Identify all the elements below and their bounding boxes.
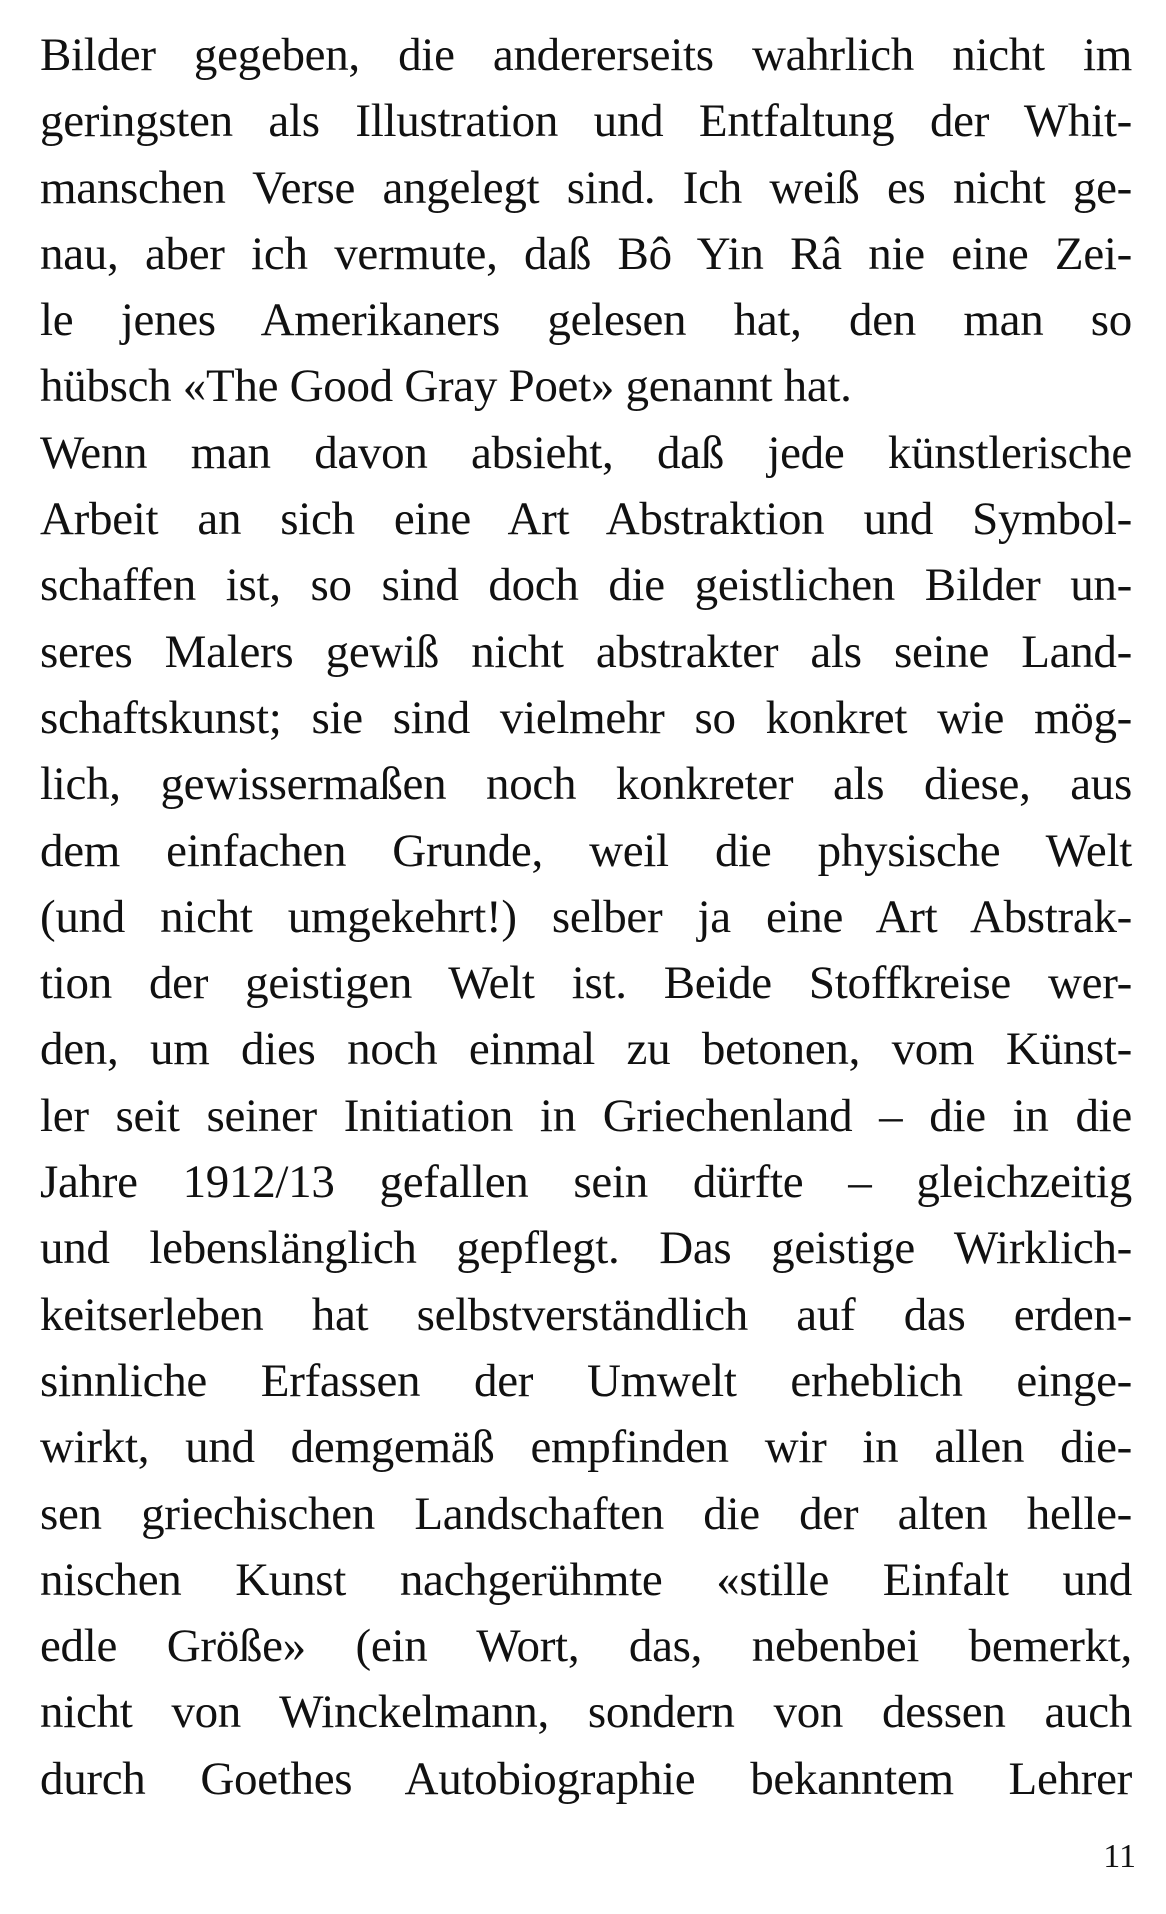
text-line: Jahre 1912/13 gefallen sein dürfte – gleichzeitig	[40, 1156, 1132, 1209]
text-line: (und nicht umgekehrt!) selber ja eine Art Abstrak-	[40, 890, 1132, 943]
text-line: le jenes Amerikaners gelesen hat, den man so	[40, 294, 1132, 347]
text-line: keitserleben hat selbstverständlich auf das erden-	[40, 1288, 1132, 1341]
text-line: sen griechischen Landschaften die der alten helle-	[40, 1487, 1132, 1540]
text-line: hübsch «The Good Gray Poet» genannt hat.	[40, 360, 852, 413]
text-line: edle Größe» (ein Wort, das, nebenbei bemerkt,	[40, 1620, 1132, 1673]
text-line: nau, aber ich vermute, daß Bô Yin Râ nie eine Zei-	[40, 227, 1132, 280]
text-line: Arbeit an sich eine Art Abstraktion und Symbol-	[40, 493, 1132, 546]
text-line: durch Goethes Autobiographie bekanntem Lehrer	[40, 1752, 1132, 1805]
text-line: nischen Kunst nachgerühmte «stille Einfalt und	[40, 1553, 1132, 1606]
text-line: den, um dies noch einmal zu betonen, vom Künst-	[40, 1023, 1132, 1076]
text-line: ler seit seiner Initiation in Griechenland – die in die	[40, 1089, 1132, 1142]
text-line: und lebenslänglich gepflegt. Das geistige Wirklich-	[40, 1222, 1132, 1275]
page-body	[40, 22, 1132, 1812]
text-line: Wenn man davon absieht, daß jede künstlerische	[40, 426, 1132, 479]
text-line: geringsten als Illustration und Entfaltung der Whit-	[40, 95, 1132, 148]
text-line: tion der geistigen Welt ist. Beide Stoffkreise wer-	[40, 957, 1132, 1010]
text-line: manschen Verse angelegt sind. Ich weiß es nicht ge-	[40, 161, 1132, 214]
text-line: Bilder gegeben, die andererseits wahrlich nicht im	[40, 29, 1132, 81]
text-line: wirkt, und demgemäß empfinden wir in allen die-	[40, 1421, 1132, 1474]
text-line: dem einfachen Grunde, weil die physische Welt	[40, 824, 1132, 877]
text-line: lich, gewissermaßen noch konkreter als diese, aus	[40, 758, 1132, 811]
text-line: sinnliche Erfassen der Umwelt erheblich einge-	[40, 1354, 1132, 1407]
page-number: 11	[1103, 1838, 1136, 1875]
text-line: schaffen ist, so sind doch die geistlichen Bilder un-	[40, 559, 1132, 612]
text-line: schaftskunst; sie sind vielmehr so konkret wie mög-	[40, 691, 1132, 744]
text-line: nicht von Winckelmann, sondern von dessen auch	[40, 1686, 1132, 1739]
text-line: seres Malers gewiß nicht abstrakter als seine Land-	[40, 625, 1132, 678]
